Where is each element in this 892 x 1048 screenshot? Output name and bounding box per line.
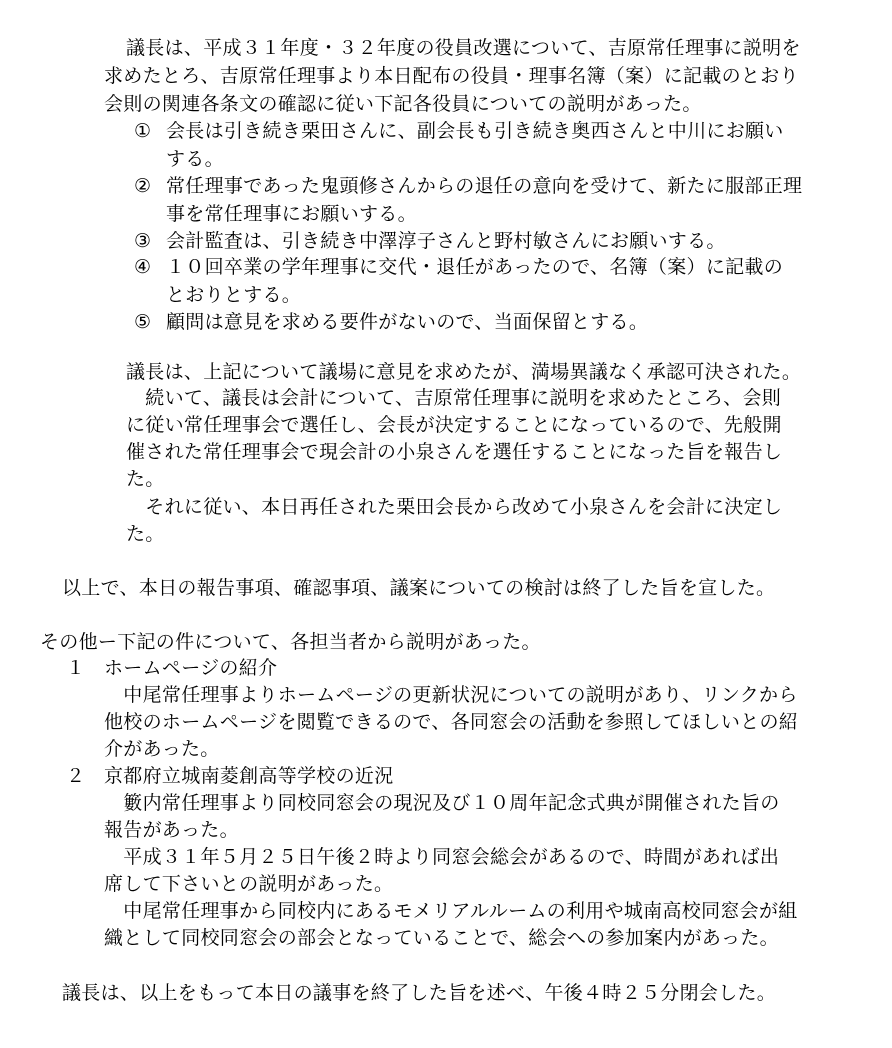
others-item-title: ホームページの紹介 [104,657,278,679]
item-number: ④ [134,256,152,278]
item-line: 事を常任理事にお願いする。 [166,203,417,225]
item-number: ⑤ [134,311,152,333]
item-number: ② [134,175,152,197]
others-item-number: ２ [66,765,86,787]
item-line: 顧問は意見を求める要件がないので、当面保留とする。 [166,311,649,333]
item-number: ① [134,120,152,142]
item-number: ③ [134,230,152,252]
closing-line: 議長は、以上をもって本日の議事を終了した旨を述べ、午後４時２５分閉会した。 [62,982,777,1004]
item-line: する。 [166,148,224,170]
others-item-title: 京都府立城南菱創高等学校の近況 [104,765,394,787]
intro-line: 求めたとろ、吉原常任理事より本日配布の役員・理事名簿（案）に記載のとおり [104,65,799,87]
others-item-line: 他校のホームページを閲覧できるので、各同窓会の活動を参照してほしいとの紹 [104,711,799,733]
others-item-line: 中尾常任理事よりホームページの更新状況についての説明があり、リンクから [104,684,798,706]
approval-line: に従い常任理事会で選任し、会長が決定することになっているので、先般開 [126,414,782,436]
others-item-line: 中尾常任理事から同校内にあるモメリアルルームの利用や城南高校同窓会が組 [104,900,798,922]
others-item-number: １ [66,657,86,679]
approval-line: た。 [126,523,165,545]
item-line: 常任理事であった鬼頭修さんからの退任の意向を受けて、新たに服部正理 [166,175,803,197]
conclusion-line: 以上で、本日の報告事項、確認事項、議案についての検討は終了した旨を宣した。 [62,577,776,599]
intro-line: 会則の関連各条文の確認に従い下記各役員についての説明があった。 [104,93,702,115]
others-heading: その他ー下記の件について、各担当者から説明があった。 [40,631,541,653]
others-item-line: 席して下さいとの説明があった。 [104,873,394,895]
approval-line: た。 [126,468,165,490]
intro-line: 議長は、平成３１年度・３２年度の役員改選について、吉原常任理事に説明を [126,37,801,59]
others-item-line: 平成３１年５月２５日午後２時より同窓会総会があるので、時間があれば出 [104,846,780,868]
others-item-line: 織として同校同窓会の部会となっていることで、総会への参加案内があった。 [104,927,779,949]
item-line: とおりとする。 [166,284,302,306]
others-item-line: 籔内常任理事より同校同窓会の現況及び１０周年記念式典が開催された旨の [104,792,780,814]
others-item-line: 報告があった。 [104,819,239,841]
item-line: 会計監査は、引き続き中澤淳子さんと野村敏さんにお願いする。 [166,230,726,252]
item-line: １０回卒業の学年理事に交代・退任があったので、名簿（案）に記載の [166,256,784,278]
approval-line: 議長は、上記について議場に意見を求めたが、満場異議なく承認可決された。 [126,361,802,383]
others-item-line: 介があった。 [104,738,220,760]
item-line: 会長は引き続き栗田さんに、副会長も引き続き奥西さんと中川にお願い [166,120,784,142]
approval-line: 続いて、議長は会計について、吉原常任理事に説明を求めたところ、会則 [126,387,782,409]
approval-line: それに従い、本日再任された栗田会長から改めて小泉さんを会計に決定し [126,496,783,518]
approval-line: 催された常任理事会で現会計の小泉さんを選任することになった旨を報告し [126,441,783,463]
